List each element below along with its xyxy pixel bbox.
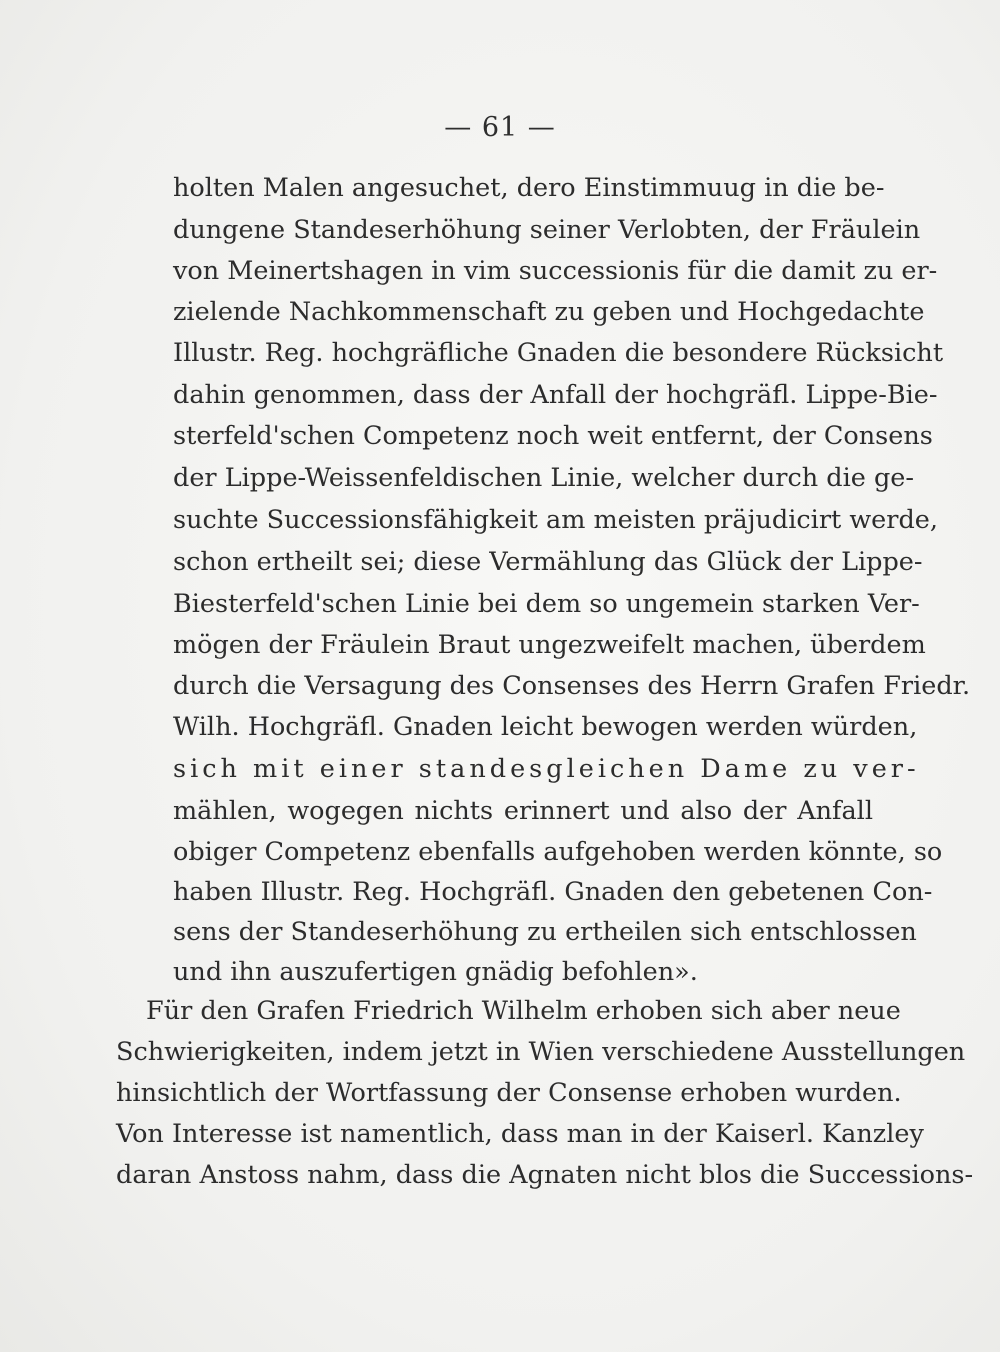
page-number: — 61 — [444, 112, 556, 143]
text-line: zielende Nachkommenschaft zu geben und Hochgedachte [173, 297, 925, 327]
text-line: holten Malen angesuchet, dero Einstimmuug in die be- [173, 173, 885, 203]
text-line: und ihn auszufertigen gnädig befohlen». [173, 957, 698, 987]
text-line: obiger Competenz ebenfalls aufgehoben werden könnte, so [173, 837, 943, 867]
text-line: schon ertheilt sei; diese Vermählung das Glück der Lippe- [173, 547, 923, 577]
text-line: Biesterfeld'schen Linie bei dem so ungemein starken Ver- [173, 589, 920, 619]
text-line: der Lippe-Weissenfeldischen Linie, welcher durch die ge- [173, 463, 914, 493]
text-line: sich mit einer standesgleichen Dame zu ver- [173, 754, 920, 784]
text-line: sterfeld'schen Competenz noch weit entfernt, der Consens [173, 421, 933, 451]
text-line: sens der Standeserhöhung zu ertheilen sich entschlossen [173, 917, 917, 947]
text-line: daran Anstoss nahm, dass die Agnaten nicht blos die Successions- [116, 1160, 974, 1190]
text-line: dahin genommen, dass der Anfall der hochgräfl. Lippe-Bie- [173, 380, 938, 410]
text-line: dungene Standeserhöhung seiner Verlobten, der Fräulein [173, 215, 921, 245]
text-line: Von Interesse ist namentlich, dass man in der Kaiserl. Kanzley [116, 1119, 924, 1149]
text-line: von Meinertshagen in vim successionis für die damit zu er- [173, 256, 938, 286]
text-line: Wilh. Hochgräfl. Gnaden leicht bewogen werden würden, [173, 712, 918, 742]
text-line: hinsichtlich der Wortfassung der Consense erhoben wurden. [116, 1078, 902, 1108]
text-line: mählen, wogegen nichts erinnert und also der Anfall [173, 796, 873, 826]
text-line: durch die Versagung des Consenses des Herrn Grafen Friedr. [173, 671, 971, 701]
text-line: Für den Grafen Friedrich Wilhelm erhoben sich aber neue [146, 996, 901, 1026]
text-line: Illustr. Reg. hochgräfliche Gnaden die besondere Rücksicht [173, 338, 944, 368]
text-line: Schwierigkeiten, indem jetzt in Wien verschiedene Ausstellungen [116, 1037, 966, 1067]
text-line: mögen der Fräulein Braut ungezweifelt machen, überdem [173, 630, 926, 660]
text-line: suchte Successionsfähigkeit am meisten präjudicirt werde, [173, 505, 938, 535]
text-line: haben Illustr. Reg. Hochgräfl. Gnaden den gebetenen Con- [173, 877, 933, 907]
